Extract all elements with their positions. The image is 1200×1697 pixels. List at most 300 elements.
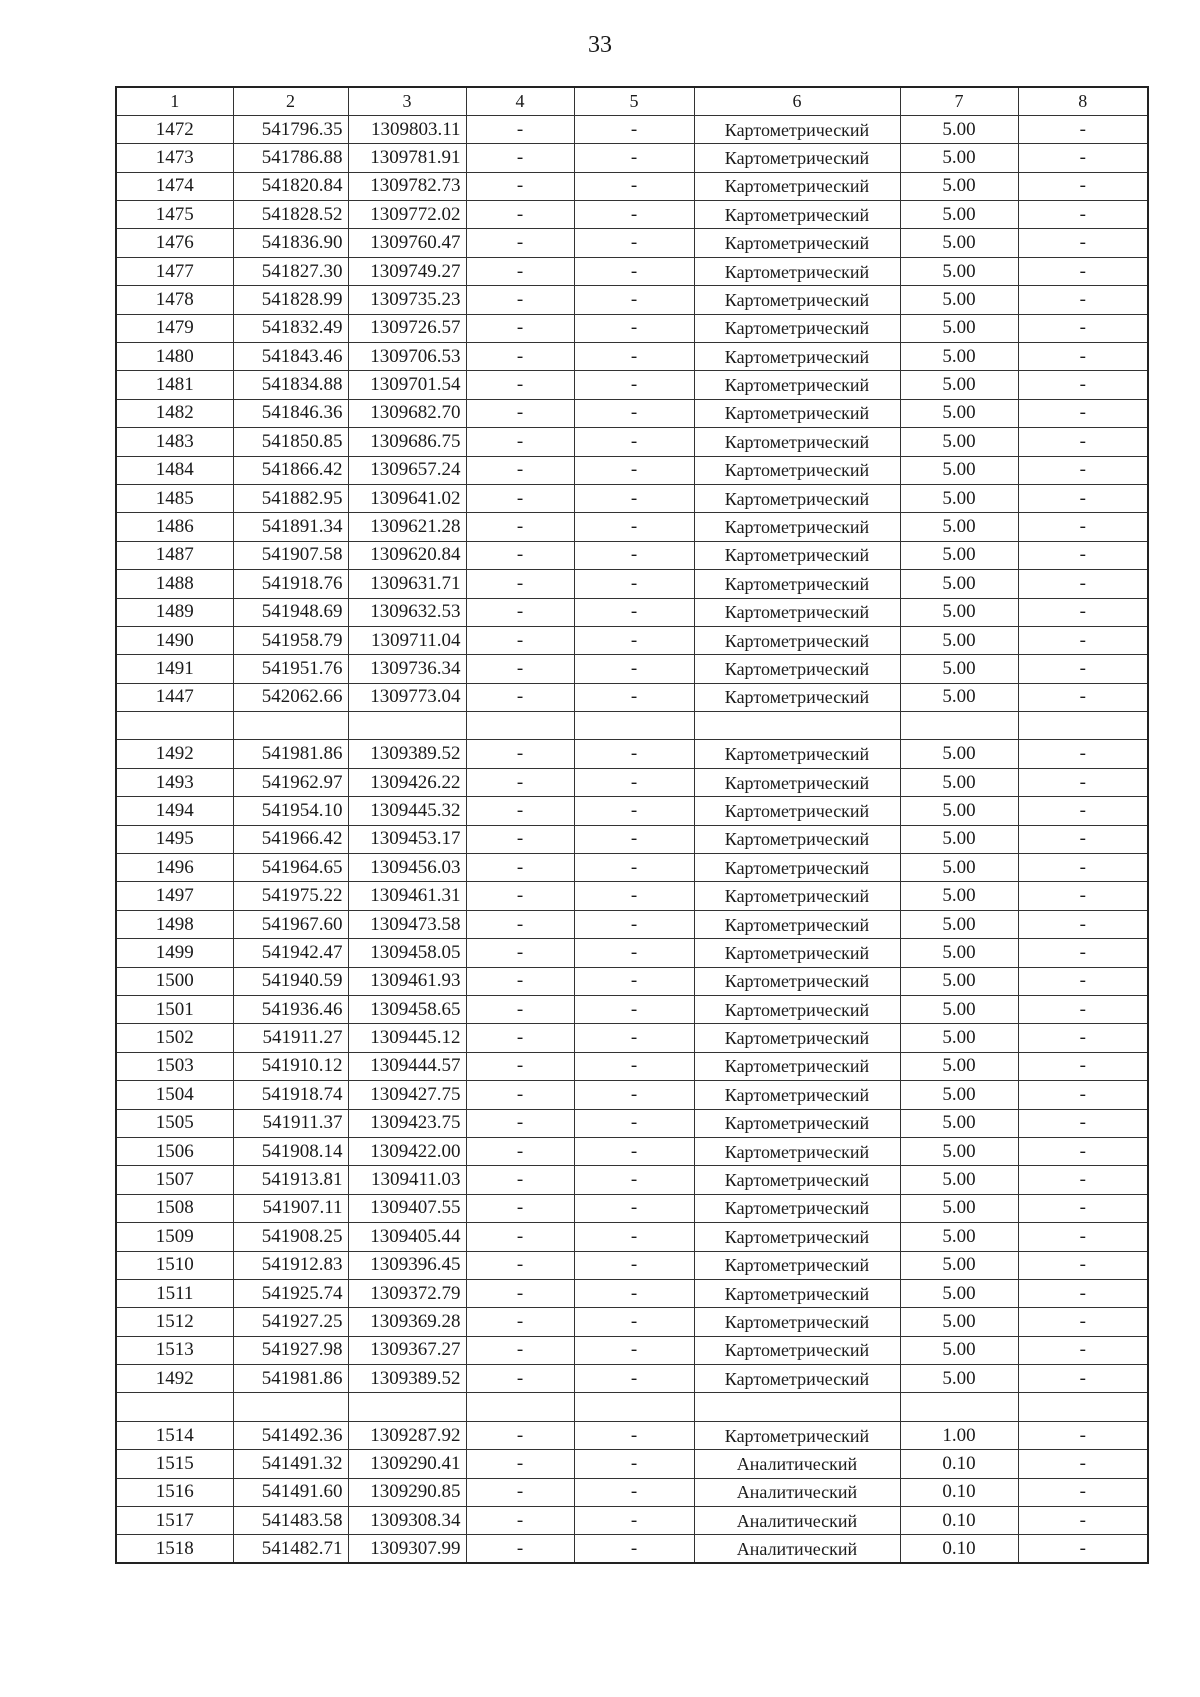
col8-cell: -	[1018, 343, 1148, 371]
table-row	[116, 314, 1148, 342]
table-row	[116, 1421, 1148, 1449]
col8-cell: -	[1018, 996, 1148, 1024]
x-coordinate-cell	[233, 712, 348, 740]
col5-cell: -	[574, 910, 694, 938]
method-cell: Картометрический	[694, 939, 900, 967]
col5-cell: -	[574, 1109, 694, 1137]
table-row	[116, 910, 1148, 938]
x-coordinate-cell: 541927.25	[233, 1308, 348, 1336]
y-coordinate-cell: 1309444.57	[348, 1052, 466, 1080]
col8-cell: -	[1018, 513, 1148, 541]
x-coordinate-cell: 541918.76	[233, 570, 348, 598]
point-number-cell: 1503	[116, 1052, 233, 1080]
accuracy-cell: 5.00	[900, 257, 1018, 285]
y-coordinate-cell: 1309423.75	[348, 1109, 466, 1137]
accuracy-cell: 5.00	[900, 1308, 1018, 1336]
col8-cell: -	[1018, 570, 1148, 598]
y-coordinate-cell: 1309461.93	[348, 967, 466, 995]
accuracy-cell: 5.00	[900, 513, 1018, 541]
table-row	[116, 712, 1148, 740]
col8-cell: -	[1018, 1052, 1148, 1080]
x-coordinate-cell: 541918.74	[233, 1081, 348, 1109]
table-row	[116, 1393, 1148, 1421]
point-number-cell: 1473	[116, 144, 233, 172]
accuracy-cell: 0.10	[900, 1450, 1018, 1478]
table-row	[116, 1166, 1148, 1194]
y-coordinate-cell: 1309749.27	[348, 257, 466, 285]
table-row	[116, 257, 1148, 285]
point-number-cell: 1517	[116, 1507, 233, 1535]
col8-cell: -	[1018, 854, 1148, 882]
col4-cell: -	[466, 570, 574, 598]
y-coordinate-cell: 1309782.73	[348, 172, 466, 200]
point-number-cell: 1507	[116, 1166, 233, 1194]
col8-cell: -	[1018, 115, 1148, 143]
point-number-cell: 1500	[116, 967, 233, 995]
y-coordinate-cell: 1309706.53	[348, 343, 466, 371]
method-cell: Картометрический	[694, 683, 900, 711]
accuracy-cell: 5.00	[900, 144, 1018, 172]
table-row	[116, 740, 1148, 768]
x-coordinate-cell: 541834.88	[233, 371, 348, 399]
y-coordinate-cell: 1309701.54	[348, 371, 466, 399]
col8-cell: -	[1018, 456, 1148, 484]
col8-cell: -	[1018, 286, 1148, 314]
col5-cell: -	[574, 371, 694, 399]
x-coordinate-cell: 541925.74	[233, 1279, 348, 1307]
header-cell: 4	[466, 87, 574, 115]
point-number-cell: 1478	[116, 286, 233, 314]
method-cell: Картометрический	[694, 1109, 900, 1137]
col4-cell: -	[466, 1251, 574, 1279]
table-row	[116, 456, 1148, 484]
y-coordinate-cell: 1309682.70	[348, 399, 466, 427]
col8-cell: -	[1018, 144, 1148, 172]
header-cell: 5	[574, 87, 694, 115]
col5-cell: -	[574, 144, 694, 172]
method-cell	[694, 712, 900, 740]
y-coordinate-cell: 1309631.71	[348, 570, 466, 598]
col8-cell: -	[1018, 1535, 1148, 1563]
accuracy-cell: 5.00	[900, 882, 1018, 910]
col8-cell: -	[1018, 939, 1148, 967]
method-cell: Картометрический	[694, 1336, 900, 1364]
x-coordinate-cell: 541828.52	[233, 201, 348, 229]
col8-cell: -	[1018, 371, 1148, 399]
accuracy-cell: 5.00	[900, 201, 1018, 229]
table-row	[116, 229, 1148, 257]
x-coordinate-cell: 541910.12	[233, 1052, 348, 1080]
x-coordinate-cell: 541958.79	[233, 626, 348, 654]
col5-cell: -	[574, 314, 694, 342]
point-number-cell: 1497	[116, 882, 233, 910]
point-number-cell: 1498	[116, 910, 233, 938]
method-cell: Картометрический	[694, 967, 900, 995]
table-row	[116, 1450, 1148, 1478]
y-coordinate-cell: 1309369.28	[348, 1308, 466, 1336]
y-coordinate-cell: 1309773.04	[348, 683, 466, 711]
method-cell: Картометрический	[694, 996, 900, 1024]
point-number-cell: 1494	[116, 797, 233, 825]
col4-cell: -	[466, 541, 574, 569]
accuracy-cell: 5.00	[900, 115, 1018, 143]
x-coordinate-cell: 541908.14	[233, 1137, 348, 1165]
point-number-cell: 1504	[116, 1081, 233, 1109]
point-number-cell: 1479	[116, 314, 233, 342]
col5-cell: -	[574, 1052, 694, 1080]
table-row	[116, 1024, 1148, 1052]
accuracy-cell: 5.00	[900, 371, 1018, 399]
y-coordinate-cell: 1309453.17	[348, 825, 466, 853]
accuracy-cell: 5.00	[900, 1279, 1018, 1307]
y-coordinate-cell: 1309621.28	[348, 513, 466, 541]
table-row	[116, 1336, 1148, 1364]
col5-cell: -	[574, 428, 694, 456]
col8-cell: -	[1018, 257, 1148, 285]
col8-cell: -	[1018, 1365, 1148, 1393]
accuracy-cell: 5.00	[900, 286, 1018, 314]
table-row	[116, 343, 1148, 371]
method-cell: Картометрический	[694, 626, 900, 654]
method-cell: Аналитический	[694, 1507, 900, 1535]
col8-cell: -	[1018, 655, 1148, 683]
accuracy-cell: 0.10	[900, 1478, 1018, 1506]
col5-cell: -	[574, 484, 694, 512]
col5-cell: -	[574, 456, 694, 484]
col4-cell: -	[466, 201, 574, 229]
method-cell: Аналитический	[694, 1478, 900, 1506]
point-number-cell: 1516	[116, 1478, 233, 1506]
table-row	[116, 428, 1148, 456]
table-row	[116, 484, 1148, 512]
y-coordinate-cell: 1309711.04	[348, 626, 466, 654]
col4-cell: -	[466, 1535, 574, 1563]
point-number-cell: 1490	[116, 626, 233, 654]
x-coordinate-cell: 541948.69	[233, 598, 348, 626]
y-coordinate-cell: 1309427.75	[348, 1081, 466, 1109]
col8-cell: -	[1018, 598, 1148, 626]
table-row	[116, 371, 1148, 399]
x-coordinate-cell: 541975.22	[233, 882, 348, 910]
col5-cell: -	[574, 939, 694, 967]
x-coordinate-cell: 541940.59	[233, 967, 348, 995]
x-coordinate-cell: 541981.86	[233, 740, 348, 768]
method-cell: Картометрический	[694, 257, 900, 285]
method-cell: Картометрический	[694, 1194, 900, 1222]
col8-cell: -	[1018, 910, 1148, 938]
y-coordinate-cell: 1309760.47	[348, 229, 466, 257]
col5-cell: -	[574, 996, 694, 1024]
method-cell: Картометрический	[694, 1365, 900, 1393]
col4-cell: -	[466, 626, 574, 654]
point-number-cell: 1512	[116, 1308, 233, 1336]
col5-cell: -	[574, 1279, 694, 1307]
x-coordinate-cell: 541786.88	[233, 144, 348, 172]
table-row	[116, 115, 1148, 143]
point-number-cell: 1487	[116, 541, 233, 569]
y-coordinate-cell: 1309426.22	[348, 768, 466, 796]
method-cell: Картометрический	[694, 428, 900, 456]
coordinates-table	[115, 86, 1149, 1564]
col5-cell: -	[574, 172, 694, 200]
method-cell: Картометрический	[694, 484, 900, 512]
x-coordinate-cell: 541866.42	[233, 456, 348, 484]
col5-cell: -	[574, 1194, 694, 1222]
col4-cell: -	[466, 996, 574, 1024]
header-cell: 7	[900, 87, 1018, 115]
col5-cell: -	[574, 1535, 694, 1563]
x-coordinate-cell: 541891.34	[233, 513, 348, 541]
y-coordinate-cell: 1309803.11	[348, 115, 466, 143]
col4-cell: -	[466, 314, 574, 342]
table-row	[116, 825, 1148, 853]
col5-cell: -	[574, 343, 694, 371]
col5-cell: -	[574, 541, 694, 569]
y-coordinate-cell: 1309641.02	[348, 484, 466, 512]
x-coordinate-cell: 541936.46	[233, 996, 348, 1024]
col8-cell: -	[1018, 1109, 1148, 1137]
col8-cell: -	[1018, 1024, 1148, 1052]
col4-cell: -	[466, 768, 574, 796]
col8-cell: -	[1018, 541, 1148, 569]
y-coordinate-cell: 1309445.32	[348, 797, 466, 825]
col5-cell: -	[574, 257, 694, 285]
point-number-cell: 1495	[116, 825, 233, 853]
point-number-cell: 1502	[116, 1024, 233, 1052]
x-coordinate-cell: 541482.71	[233, 1535, 348, 1563]
table-row	[116, 854, 1148, 882]
table-row	[116, 1535, 1148, 1563]
col8-cell	[1018, 712, 1148, 740]
point-number-cell: 1499	[116, 939, 233, 967]
table-row	[116, 513, 1148, 541]
point-number-cell: 1475	[116, 201, 233, 229]
table-row	[116, 996, 1148, 1024]
method-cell: Картометрический	[694, 1137, 900, 1165]
y-coordinate-cell: 1309287.92	[348, 1421, 466, 1449]
x-coordinate-cell: 541911.37	[233, 1109, 348, 1137]
table-row	[116, 1137, 1148, 1165]
table-row	[116, 1365, 1148, 1393]
x-coordinate-cell	[233, 1393, 348, 1421]
point-number-cell	[116, 1393, 233, 1421]
col8-cell: -	[1018, 740, 1148, 768]
method-cell: Картометрический	[694, 910, 900, 938]
table-row	[116, 286, 1148, 314]
method-cell: Картометрический	[694, 825, 900, 853]
method-cell: Картометрический	[694, 768, 900, 796]
point-number-cell: 1511	[116, 1279, 233, 1307]
col5-cell: -	[574, 797, 694, 825]
accuracy-cell: 5.00	[900, 797, 1018, 825]
point-number-cell: 1483	[116, 428, 233, 456]
y-coordinate-cell: 1309396.45	[348, 1251, 466, 1279]
x-coordinate-cell: 541820.84	[233, 172, 348, 200]
y-coordinate-cell: 1309445.12	[348, 1024, 466, 1052]
accuracy-cell: 5.00	[900, 683, 1018, 711]
accuracy-cell: 5.00	[900, 1166, 1018, 1194]
method-cell: Картометрический	[694, 1166, 900, 1194]
point-number-cell: 1509	[116, 1223, 233, 1251]
accuracy-cell: 5.00	[900, 484, 1018, 512]
col5-cell: -	[574, 626, 694, 654]
x-coordinate-cell: 541951.76	[233, 655, 348, 683]
col5-cell: -	[574, 1024, 694, 1052]
accuracy-cell: 5.00	[900, 314, 1018, 342]
col5-cell: -	[574, 229, 694, 257]
x-coordinate-cell: 541967.60	[233, 910, 348, 938]
y-coordinate-cell: 1309405.44	[348, 1223, 466, 1251]
col4-cell: -	[466, 939, 574, 967]
col4-cell	[466, 1393, 574, 1421]
point-number-cell: 1510	[116, 1251, 233, 1279]
col5-cell: -	[574, 655, 694, 683]
x-coordinate-cell: 541846.36	[233, 399, 348, 427]
col8-cell: -	[1018, 1081, 1148, 1109]
x-coordinate-cell: 541981.86	[233, 1365, 348, 1393]
y-coordinate-cell: 1309456.03	[348, 854, 466, 882]
col8-cell	[1018, 1393, 1148, 1421]
table-row	[116, 683, 1148, 711]
col4-cell: -	[466, 257, 574, 285]
point-number-cell: 1484	[116, 456, 233, 484]
col4-cell: -	[466, 286, 574, 314]
col4-cell: -	[466, 343, 574, 371]
col5-cell: -	[574, 1421, 694, 1449]
col4-cell: -	[466, 1137, 574, 1165]
method-cell: Аналитический	[694, 1535, 900, 1563]
accuracy-cell: 5.00	[900, 939, 1018, 967]
table-row	[116, 598, 1148, 626]
col8-cell: -	[1018, 172, 1148, 200]
method-cell: Картометрический	[694, 144, 900, 172]
table-row	[116, 1478, 1148, 1506]
method-cell: Картометрический	[694, 1223, 900, 1251]
col8-cell: -	[1018, 201, 1148, 229]
point-number-cell: 1491	[116, 655, 233, 683]
col4-cell: -	[466, 655, 574, 683]
col8-cell: -	[1018, 1421, 1148, 1449]
method-cell: Аналитический	[694, 1450, 900, 1478]
y-coordinate-cell: 1309461.31	[348, 882, 466, 910]
accuracy-cell: 5.00	[900, 967, 1018, 995]
accuracy-cell: 5.00	[900, 825, 1018, 853]
accuracy-cell: 5.00	[900, 740, 1018, 768]
y-coordinate-cell: 1309290.85	[348, 1478, 466, 1506]
col4-cell: -	[466, 513, 574, 541]
table-row	[116, 201, 1148, 229]
accuracy-cell: 1.00	[900, 1421, 1018, 1449]
col4-cell: -	[466, 1421, 574, 1449]
accuracy-cell: 5.00	[900, 626, 1018, 654]
accuracy-cell	[900, 712, 1018, 740]
col5-cell: -	[574, 683, 694, 711]
col5-cell: -	[574, 286, 694, 314]
accuracy-cell: 0.10	[900, 1535, 1018, 1563]
col8-cell: -	[1018, 1507, 1148, 1535]
accuracy-cell: 5.00	[900, 768, 1018, 796]
col8-cell: -	[1018, 399, 1148, 427]
col5-cell: -	[574, 967, 694, 995]
x-coordinate-cell: 541483.58	[233, 1507, 348, 1535]
x-coordinate-cell: 541927.98	[233, 1336, 348, 1364]
table-row	[116, 967, 1148, 995]
accuracy-cell: 5.00	[900, 1365, 1018, 1393]
col4-cell: -	[466, 854, 574, 882]
method-cell: Картометрический	[694, 115, 900, 143]
x-coordinate-cell: 541796.35	[233, 115, 348, 143]
col4-cell: -	[466, 371, 574, 399]
method-cell: Картометрический	[694, 655, 900, 683]
col8-cell: -	[1018, 1336, 1148, 1364]
col8-cell: -	[1018, 768, 1148, 796]
y-coordinate-cell: 1309736.34	[348, 655, 466, 683]
point-number-cell: 1447	[116, 683, 233, 711]
table-row	[116, 768, 1148, 796]
y-coordinate-cell: 1309372.79	[348, 1279, 466, 1307]
x-coordinate-cell: 541832.49	[233, 314, 348, 342]
x-coordinate-cell: 541913.81	[233, 1166, 348, 1194]
col4-cell: -	[466, 399, 574, 427]
table-row	[116, 1251, 1148, 1279]
accuracy-cell: 5.00	[900, 172, 1018, 200]
x-coordinate-cell: 541954.10	[233, 797, 348, 825]
col5-cell: -	[574, 399, 694, 427]
x-coordinate-cell: 541912.83	[233, 1251, 348, 1279]
point-number-cell: 1518	[116, 1535, 233, 1563]
point-number-cell: 1474	[116, 172, 233, 200]
col4-cell: -	[466, 484, 574, 512]
point-number-cell: 1480	[116, 343, 233, 371]
method-cell: Картометрический	[694, 541, 900, 569]
col8-cell: -	[1018, 314, 1148, 342]
col4-cell: -	[466, 1507, 574, 1535]
accuracy-cell: 5.00	[900, 910, 1018, 938]
col8-cell: -	[1018, 1450, 1148, 1478]
col4-cell: -	[466, 1279, 574, 1307]
point-number-cell: 1485	[116, 484, 233, 512]
col4-cell: -	[466, 1024, 574, 1052]
y-coordinate-cell: 1309290.41	[348, 1450, 466, 1478]
table-row	[116, 882, 1148, 910]
table-row	[116, 1308, 1148, 1336]
col4-cell: -	[466, 428, 574, 456]
accuracy-cell: 5.00	[900, 598, 1018, 626]
accuracy-cell: 5.00	[900, 1052, 1018, 1080]
col4-cell: -	[466, 1223, 574, 1251]
table-row	[116, 570, 1148, 598]
col5-cell: -	[574, 1365, 694, 1393]
accuracy-cell: 5.00	[900, 1109, 1018, 1137]
col4-cell: -	[466, 1478, 574, 1506]
method-cell: Картометрический	[694, 201, 900, 229]
y-coordinate-cell: 1309308.34	[348, 1507, 466, 1535]
col4-cell: -	[466, 683, 574, 711]
point-number-cell: 1488	[116, 570, 233, 598]
col4-cell	[466, 712, 574, 740]
col8-cell: -	[1018, 1137, 1148, 1165]
y-coordinate-cell: 1309632.53	[348, 598, 466, 626]
accuracy-cell	[900, 1393, 1018, 1421]
col5-cell: -	[574, 1081, 694, 1109]
table-row	[116, 541, 1148, 569]
table-row	[116, 1507, 1148, 1535]
table-row	[116, 1279, 1148, 1307]
x-coordinate-cell: 541827.30	[233, 257, 348, 285]
x-coordinate-cell: 541962.97	[233, 768, 348, 796]
y-coordinate-cell: 1309407.55	[348, 1194, 466, 1222]
col8-cell: -	[1018, 1478, 1148, 1506]
